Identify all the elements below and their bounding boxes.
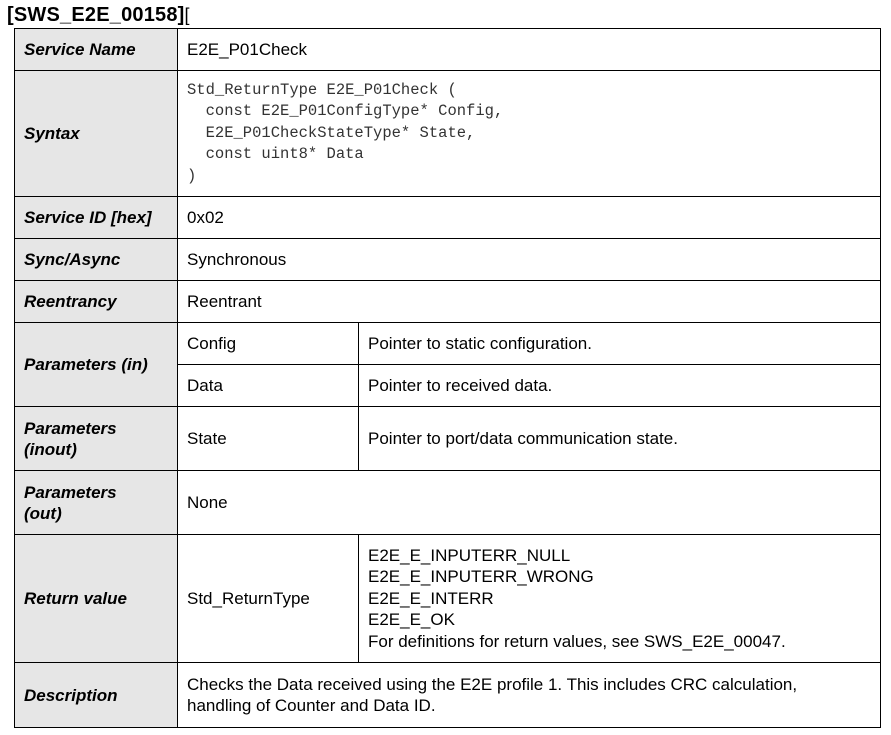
param-in-name-data: Data — [178, 365, 359, 407]
value-reentrancy: Reentrant — [178, 281, 881, 323]
requirement-bracket: [ — [184, 5, 190, 25]
param-inout-desc-state: Pointer to port/data communication state. — [359, 407, 881, 471]
row-reentrancy — [15, 281, 881, 323]
syntax-line-5: ) — [187, 166, 197, 185]
row-parameters-inout — [15, 407, 881, 471]
service-spec-table — [14, 28, 881, 728]
syntax-line-4: const uint8* Data — [187, 145, 364, 164]
label-reentrancy: Reentrancy — [15, 281, 178, 323]
return-value-note: For definitions for return values, see SWS_E2E_00047. — [368, 631, 786, 651]
row-service-name — [15, 29, 881, 71]
label-syntax: Syntax — [15, 71, 178, 197]
requirement-id-text: [SWS_E2E_00158] — [7, 4, 185, 26]
return-value-item: E2E_E_INPUTERR_NULL — [368, 545, 571, 565]
row-return-value — [15, 535, 881, 663]
value-description — [178, 663, 881, 728]
param-in-desc-data: Pointer to received data. — [359, 365, 881, 407]
label-service-name: Service Name — [15, 29, 178, 71]
value-sync-async: Synchronous — [178, 239, 881, 281]
label-parameters-inout — [15, 407, 178, 471]
description-line-1: Checks the Data received using the E2E profile 1. This includes CRC calculation, — [187, 674, 798, 694]
return-value-item: E2E_E_INTERR — [368, 588, 494, 608]
param-in-desc-config: Pointer to static configuration. — [359, 323, 881, 365]
row-parameters-in-1 — [15, 323, 881, 365]
param-inout-name-state: State — [178, 407, 359, 471]
return-value-item: E2E_E_INPUTERR_WRONG — [368, 567, 594, 587]
param-in-name-config: Config — [178, 323, 359, 365]
row-description — [15, 663, 881, 728]
value-parameters-out: None — [178, 471, 881, 535]
value-syntax — [178, 71, 881, 197]
row-sync-async — [15, 239, 881, 281]
syntax-line-3: E2E_P01CheckStateType* State, — [187, 123, 476, 142]
syntax-line-1: Std_ReturnType E2E_P01Check ( — [187, 80, 457, 99]
label-sync-async: Sync/Async — [15, 239, 178, 281]
label-parameters-inout-line1: Parameters — [24, 418, 117, 438]
description-line-2: handling of Counter and Data ID. — [187, 696, 436, 715]
return-type: Std_ReturnType — [178, 535, 359, 663]
requirement-id — [7, 4, 190, 27]
label-parameters-out-line2: (out) — [24, 503, 62, 523]
label-parameters-out-line1: Parameters — [24, 482, 117, 502]
label-return-value: Return value — [15, 535, 178, 663]
label-parameters-in: Parameters (in) — [15, 323, 178, 407]
row-service-id — [15, 197, 881, 239]
label-parameters-out — [15, 471, 178, 535]
label-service-id: Service ID [hex] — [15, 197, 178, 239]
label-parameters-inout-line2: (inout) — [24, 439, 77, 459]
syntax-line-2: const E2E_P01ConfigType* Config, — [187, 102, 504, 121]
value-service-name: E2E_P01Check — [178, 29, 881, 71]
row-syntax — [15, 71, 881, 197]
return-value-item: E2E_E_OK — [368, 610, 455, 630]
return-values-list — [359, 535, 881, 663]
value-service-id: 0x02 — [178, 197, 881, 239]
label-description: Description — [15, 663, 178, 728]
row-parameters-out — [15, 471, 881, 535]
